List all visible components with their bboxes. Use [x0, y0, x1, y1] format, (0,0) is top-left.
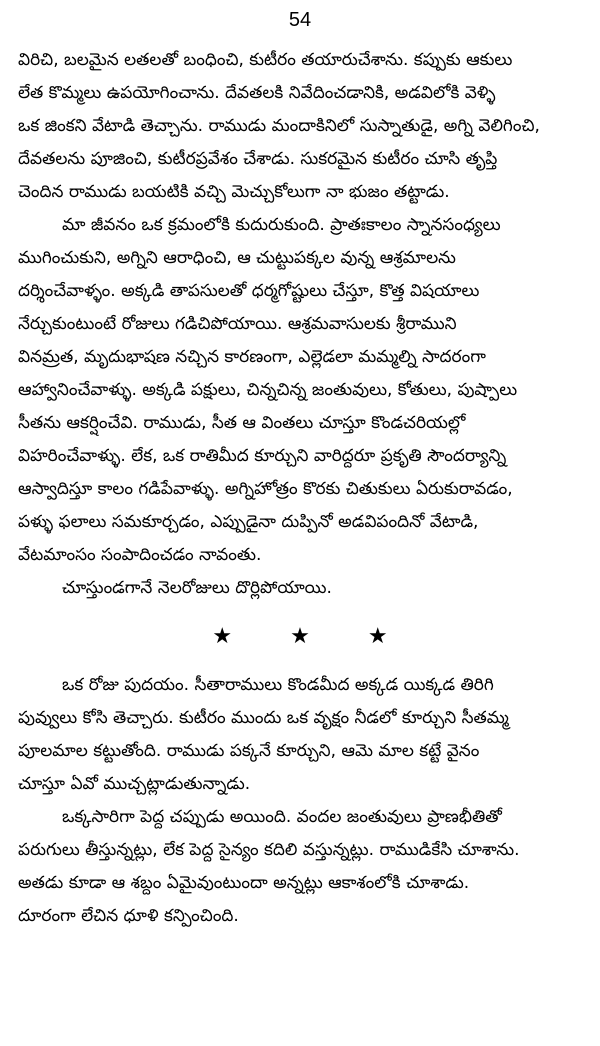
text-line: నేర్చుకుంటుంటే రోజులు గడిచిపోయాయి. ఆశ్రమవాసులకు శ్రీరాముని: [18, 314, 457, 334]
text-line: మా జీవనం ఒక క్రమంలోకి కుదురుకుంది. ప్రాతఃకాలం స్నానసంధ్యలు: [62, 215, 501, 235]
star-icon: ★: [290, 624, 310, 649]
text-line: ఆస్వాదిస్తూ కాలం గడిపేవాళ్ళు. అగ్నిహోత్రం కొరకు చితుకులు ఏరుకురావడం,: [18, 479, 513, 499]
star-icon: ★: [367, 624, 388, 649]
text-line: దేవతలను పూజించి, కుటీరప్రవేశం చేశాడు. సుకరమైన కుటీరం చూసి తృప్తి: [18, 149, 498, 169]
paragraph-2: [18, 209, 582, 572]
text-line: చూస్తుండగానే నెలరోజులు దొర్లిపోయాయి.: [62, 578, 332, 598]
text-line: ఒక రోజు పుదయం. సీతారాములు కొండమీద అక్కడ యిక్కడ తిరిగి: [62, 675, 494, 695]
text-line: పూలమాల కట్టుతోంది. రాముడు పక్కనే కూర్చుని, ఆమె మాల కట్టే వైనం: [18, 741, 480, 761]
text-line: చెందిన రాముడు బయటికి వచ్చి మెచ్చుకోలుగా నా భుజం తట్టాడు.: [18, 182, 450, 202]
text-line: దర్శించేవాళ్ళం. అక్కడి తాపసులతో ధర్మగోష్టులు చేస్తూ, కొత్త విషయాలు: [18, 281, 480, 301]
text-line: పువ్వులు కోసి తెచ్చారు. కుటీరం ముందు ఒక వృక్షం నీడలో కూర్చుని సీతమ్మ: [18, 708, 509, 728]
text-line: చూస్తూ ఏవో ముచ్చట్లాడుతున్నాడు.: [18, 774, 251, 794]
paragraph-3: [18, 572, 582, 605]
text-line: ఆహ్వానించేవాళ్ళు. అక్కడి పక్షులు, చిన్నచిన్న జంతువులు, కోతులు, పుష్పాలు: [18, 380, 518, 400]
text-line: పరుగులు తీస్తున్నట్లు, లేక పెద్ద సైన్యం కదిలి వస్తున్నట్లు. రాముడికేసి చూశాను.: [18, 840, 520, 860]
page-number: 54: [288, 9, 312, 31]
text-line: దూరంగా లేచిన ధూళి కన్పించింది.: [18, 906, 239, 926]
text-line: అతడు కూడా ఆ శబ్దం ఏమైవుంటుందా అన్నట్లు ఆకాశంలోకి చూశాడు.: [18, 873, 470, 893]
paragraph-5: [18, 801, 582, 933]
text-line: వినమ్రత, మృదుభాషణ నచ్చిన కారణంగా, ఎల్లెడలా మమ్మల్ని సాదరంగా: [18, 347, 486, 367]
text-line: విహరించేవాళ్ళు. లేక, ఒక రాతిమీద కూర్చుని వారిద్దరూ ప్రకృతి సౌందర్యాన్ని: [18, 446, 507, 466]
text-line: విరిచి, బలమైన లతలతో బంధించి, కుటీరం తయారుచేశాను. కప్పుకు ఆకులు: [18, 50, 513, 70]
text-line: లేత కొమ్మలు ఉపయోగించాను. దేవతలకి నివేదించడానికి, అడవిలోకి వెళ్ళి: [18, 83, 496, 103]
paragraph-1: [18, 44, 582, 209]
text-line: ఒక జింకని వేటాడి తెచ్చాను. రాముడు మందాకినిలో సుస్నాతుడై, అగ్ని వెలిగించి,: [18, 116, 540, 136]
star-icon: ★: [212, 624, 233, 649]
section-separator: [18, 605, 582, 669]
text-line: వేటమాంసం సంపాదించడం నావంతు.: [18, 545, 262, 565]
text-line: ఒక్కసారిగా పెద్ద చప్పుడు అయింది. వందల జంతువులు ప్రాణభీతితో: [62, 807, 502, 827]
paragraph-4: [18, 669, 582, 801]
text-line: ముగించుకుని, అగ్నిని ఆరాధించి, ఆ చుట్టుపక్కల వున్న ఆశ్రమాలను: [18, 248, 456, 268]
text-line: సీతను ఆకర్షించేవి. రాముడు, సీత ఆ వింతలు చూస్తూ కొండచరియల్లో: [18, 413, 466, 433]
text-line: పళ్ళు ఫలాలు సమకూర్చడం, ఎప్పుడైనా దుప్పినో అడవిపందినో వేటాడి,: [18, 512, 479, 532]
